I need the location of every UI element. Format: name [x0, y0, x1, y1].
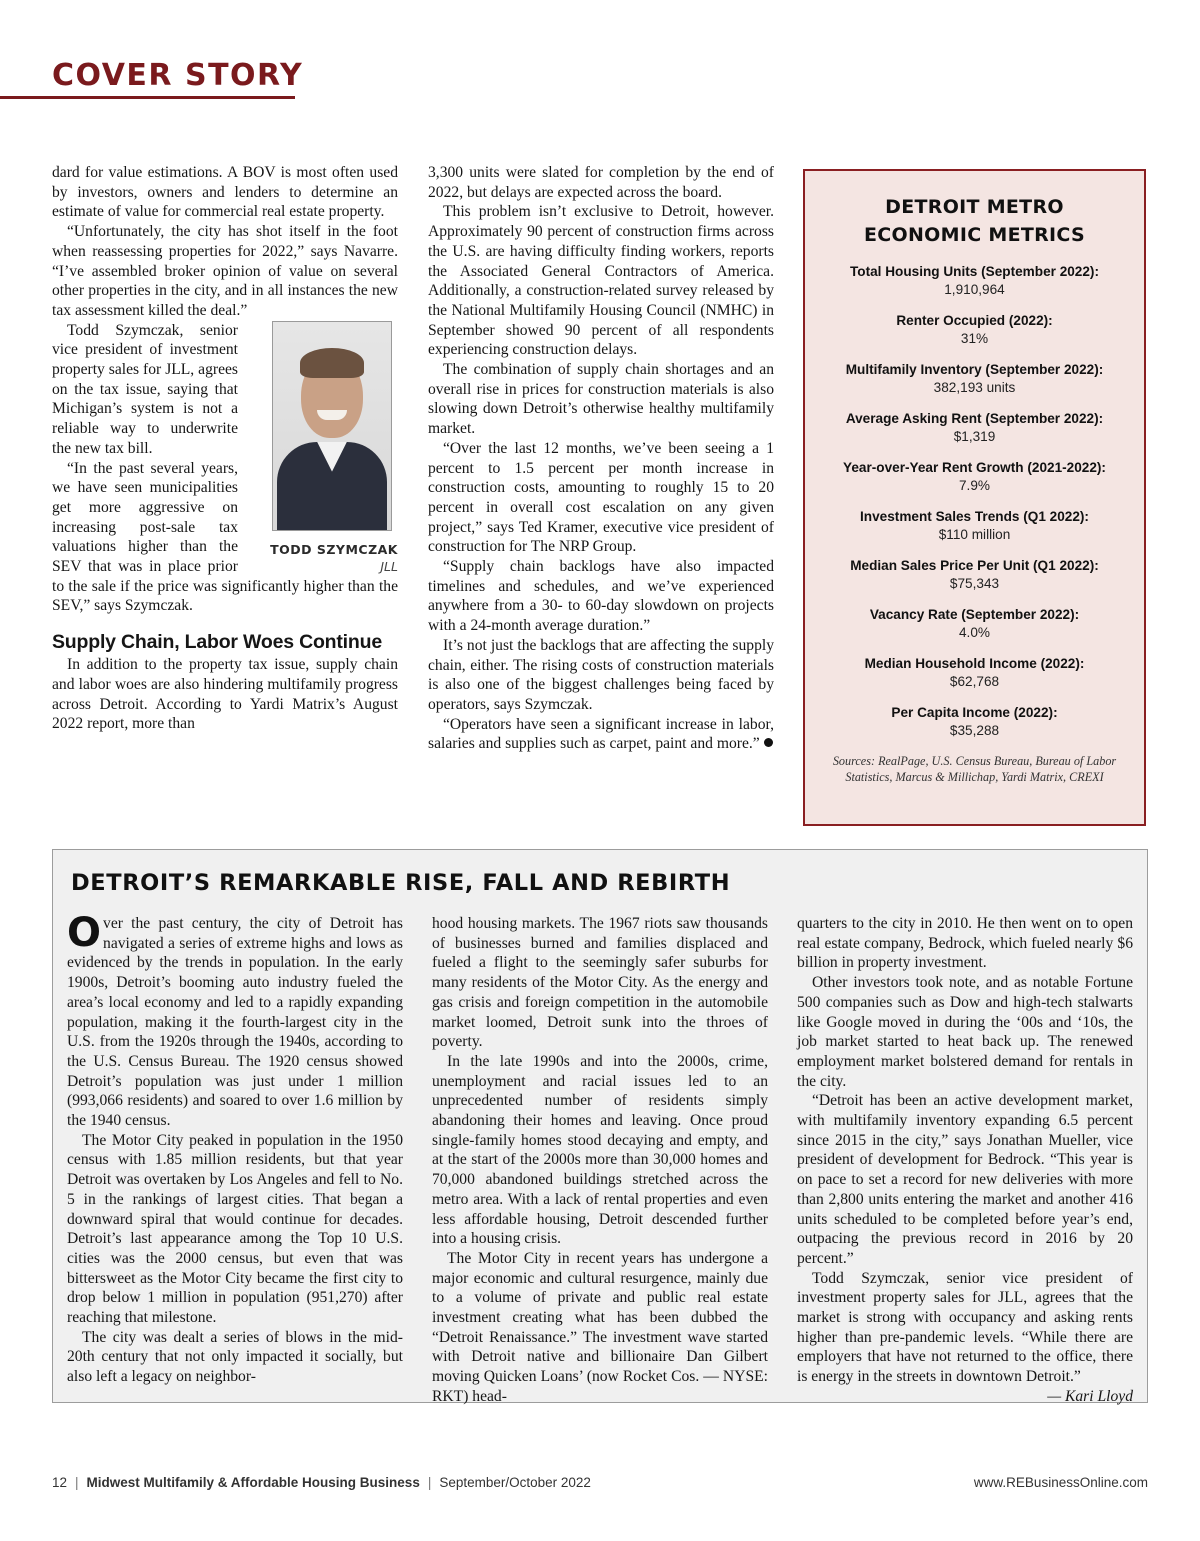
metrics-sources: Sources: RealPage, U.S. Census Bureau, Bureau of Labor Statistics, Marcus & Millichap, Yardi Matrix, CREXI: [832, 754, 1117, 784]
article-subhead: Supply Chain, Labor Woes Continue: [52, 631, 382, 654]
end-mark-icon: [764, 738, 773, 747]
sidebar-paragraph-last: [797, 1269, 1133, 1405]
sidebar-paragraph: In the late 1990s and into the 2000s, crime, unemployment and racial issues led to an unprecedented number of residents simply abandoning their homes and leaving. Once proud single-family homes stood decaying and empty, and at the start of the 2000s more than 30,000 homes and 70,000 abandoned buildings stretched across the metro area. With a lack of rental properties and even less affordable housing, Detroit descended further into a housing crisis.: [432, 1052, 768, 1248]
metric-average-asking-rent: [805, 410, 1144, 446]
metric-median-household-income: [805, 655, 1144, 691]
section-label: COVER STORY: [52, 58, 304, 93]
article-paragraph: The combination of supply chain shortages and an overall rise in prices for construction materials is also slowing down Detroit’s otherwise healthy multifamily market.: [428, 361, 774, 438]
metric-total-housing-units: [805, 263, 1144, 299]
metric-value: $75,343: [949, 576, 1000, 591]
page-footer: [52, 1475, 1148, 1497]
issue-date: September/October 2022: [439, 1475, 591, 1490]
metric-value: 31%: [960, 331, 989, 346]
article-paragraph: It’s not just the backlogs that are affecting the supply chain, either. The rising costs of construction materials is also one of the biggest challenges being faced by operators, says Szymczak.: [428, 636, 774, 713]
headshot-photo: [272, 321, 392, 531]
metric-label: Investment Sales Trends (Q1 2022):: [860, 509, 1089, 524]
metric-rent-growth: [805, 459, 1144, 495]
metric-value: $110 million: [938, 527, 1011, 542]
metric-value: 7.9%: [959, 478, 990, 493]
metric-value: $35,288: [949, 723, 1000, 738]
metric-median-sales-price: [805, 557, 1144, 593]
article-paragraph: “In the past several years, we have seen municipalities get more aggressive on increasing post-sale tax valuations higher than the SEV that was in place prior to the sale if the price was significantly higher than the SEV,” says Szymczak.: [52, 459, 398, 615]
metric-label: Median Household Income (2022):: [864, 656, 1085, 671]
sidebar-column-3: [797, 914, 1133, 1407]
sidebar-paragraph: “Detroit has been an active development market, with multifamily inventory expanding 6.5 percent since 2015 in the city,” says Jonathan Mueller, vice president of development for Bedrock. “This year is on pace to set a record for new deliveries with more than 2,800 units entering the market and another 416 units scheduled to be completed before year’s end, outpacing the previous record in 2016 by 20 percent.”: [797, 1092, 1133, 1267]
metrics-box: [803, 169, 1146, 826]
metric-vacancy-rate: [805, 606, 1144, 642]
sidebar-paragraph: The Motor City peaked in population in the 1950 census with 1.85 million residents, but that year Detroit was overtaken by Los Angeles and fell to No. 5 in the rankings of largest cities. That began a downward spiral that would continue for decades. Detroit’s last appearance among the Top 10 U.S. cities was the 2000 census, but even that was bittersweet as the Motor City became the first city to drop below 1 million in population (951,270) after reaching that milestone.: [67, 1131, 403, 1327]
sidebar-paragraph: quarters to the city in 2010. He then went on to open real estate company, Bedrock, which fueled nearly $6 billion in property investment.: [797, 915, 1133, 972]
sidebar-paragraph-text: Todd Szymczak, senior vice president of investment property sales for JLL, agrees that the market is strong with occupancy and asking rents higher than pre-pandemic levels. “While there are employers that have not returned to the office, there is energy in the streets in downtown Detroit.”: [797, 1269, 1133, 1386]
sidebar-title: DETROIT’S REMARKABLE RISE, FALL AND REBIRTH: [71, 870, 731, 896]
sidebar-paragraph: hood housing markets. The 1967 riots saw thousands of businesses burned and families displaced and fueled a flight to the seemingly safer suburbs for many residents of the Motor City. As the energy and gas crisis and foreign competition in the automobile market loomed, Detroit sunk into the throes of poverty.: [432, 915, 768, 1051]
byline: — Kari Lloyd: [1047, 1387, 1133, 1405]
sidebar-paragraph: The city was dealt a series of blows in the mid-20th century that not only impacted it socially, but also left a legacy on neighbor-: [67, 1328, 403, 1386]
metric-renter-occupied: [805, 312, 1144, 348]
photo-caption-name: TODD SZYMCZAK: [270, 541, 398, 557]
metric-label: Renter Occupied (2022):: [896, 313, 1053, 328]
metric-value: 4.0%: [959, 625, 990, 640]
metric-multifamily-inventory: [805, 361, 1144, 397]
article-column-1: [52, 163, 398, 734]
metric-label: Median Sales Price Per Unit (Q1 2022):: [850, 558, 1099, 573]
metric-label: Per Capita Income (2022):: [891, 705, 1058, 720]
metric-per-capita-income: [805, 704, 1144, 740]
sidebar-paragraph-text: ver the past century, the city of Detroit has navigated a series of extreme highs and lows as evidenced by the trends in population. In the early 1900s, Detroit’s booming auto industry fueled the area’s local economy and led to a rapidly expanding population, making it the fourth-largest city in the U.S. from the 1920s through the 1940s, according to the U.S. Census Bureau. The 1920 census showed Detroit’s population was just under 1 million (993,066 residents) and soared to over 1.6 million by the 1940 census.: [67, 915, 403, 1130]
article-column-2: [428, 163, 774, 754]
article-paragraph-last: [428, 715, 774, 754]
metric-label: Total Housing Units (September 2022):: [849, 264, 1099, 279]
article-paragraph: In addition to the property tax issue, supply chain and labor woes are also hindering multifamily progress across Detroit. According to Yardi Matrix’s August 2022 report, more than: [52, 656, 398, 733]
metric-label: Multifamily Inventory (September 2022):: [845, 362, 1104, 377]
photo-caption-org: JLL: [380, 558, 398, 574]
metrics-title-line1: DETROIT METRO: [885, 196, 1064, 218]
article-paragraph: “Over the last 12 months, we’ve been seeing a 1 percent to 1.5 percent per month increase in construction costs, amounting to roughly 15 to 20 percent in overall cost escalation on any given project,” says Ted Kramer, executive vice president of construction for The NRP Group.: [428, 439, 774, 556]
metrics-title-line2: ECONOMIC METRICS: [864, 224, 1085, 246]
metric-label: Vacancy Rate (September 2022):: [869, 607, 1080, 622]
website-link[interactable]: www.REBusinessOnline.com: [973, 1475, 1148, 1490]
sidebar-paragraph: Other investors took note, and as notable Fortune 500 companies such as Dow and high-tech stalwarts like Google moved in during the ‘00s and ‘10s, the job market started to heat back up. The renewed employment market bolstered demand for rentals in the city.: [797, 974, 1133, 1090]
metric-value: 382,193 units: [933, 380, 1016, 395]
metric-value: 1,910,964: [944, 282, 1005, 297]
metric-value: $1,319: [953, 429, 996, 444]
metric-value: $62,768: [949, 674, 1000, 689]
publication-name: Midwest Multifamily & Affordable Housing Business: [86, 1475, 420, 1490]
history-sidebar: [52, 849, 1148, 1403]
article-paragraph-text: “Operators have seen a significant increase in labor, salaries and supplies such as carpet, paint and more.”: [428, 715, 774, 753]
metric-investment-sales: [805, 508, 1144, 544]
metric-label: Average Asking Rent (September 2022):: [845, 411, 1104, 426]
article-paragraph: 3,300 units were slated for completion by the end of 2022, but delays are expected across the board.: [428, 164, 774, 201]
headshot-figure: [246, 321, 398, 575]
footer-left: [52, 1475, 591, 1490]
sidebar-column-1: [67, 910, 403, 1387]
sidebar-column-2: [432, 914, 768, 1407]
footer-separator: |: [427, 1475, 432, 1490]
metric-label: Year-over-Year Rent Growth (2021-2022):: [843, 460, 1106, 475]
article-paragraph: dard for value estimations. A BOV is most often used by investors, owners and lenders to determine an estimate of value for commercial real estate property.: [52, 164, 398, 221]
article-paragraph: “Unfortunately, the city has shot itself in the foot when reassessing properties for 2022,” says Navarre. “I’ve assembled broker opinion of value on several other properties in the city, and in all instances the new tax assessment killed the deal.”: [52, 223, 398, 319]
article-paragraph: Todd Szymczak, senior vice president of investment property sales for JLL, agrees on the tax issue, saying that Michigan’s system is not a reliable way to underwrite the new tax bill.: [52, 321, 238, 457]
article-paragraph: This problem isn’t exclusive to Detroit, however. Approximately 90 percent of construction firms across the U.S. are having difficulty finding workers, reports the Associated General Contractors of America. Additionally, a construction-related survey released by the National Multifamily Housing Council (NMHC) in September showed 90 percent of all respondents experiencing construction delays.: [428, 203, 774, 359]
sidebar-paragraph: [67, 910, 403, 1131]
section-rule: [0, 96, 295, 99]
footer-separator: |: [75, 1475, 79, 1490]
drop-cap: O: [67, 910, 102, 956]
metrics-title: [805, 193, 1144, 249]
page-number: 12: [52, 1475, 68, 1490]
sidebar-paragraph: The Motor City in recent years has undergone a major economic and cultural resurgence, mainly due to a volume of private and public real estate investment creating what has been dubbed the “Detroit Renaissance.” The investment wave started with Detroit native and billionaire Dan Gilbert moving Quicken Loans’ (now Rocket Cos. — NYSE: RKT) head-: [432, 1249, 768, 1405]
article-paragraph: “Supply chain backlogs have also impacted timelines and schedules, and we’ve experienced anywhere from a 30- to 60-day slowdown on projects with a 24-month average duration.”: [428, 558, 774, 635]
